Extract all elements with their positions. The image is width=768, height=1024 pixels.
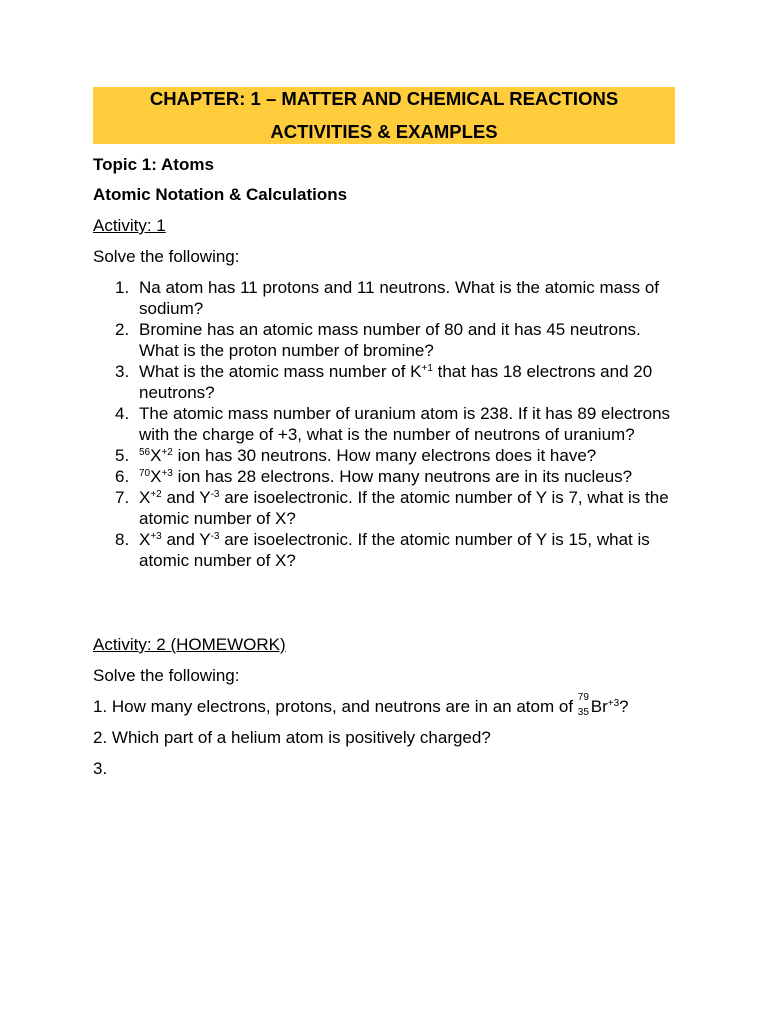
question-text-end: that has 18 electrons and 20 neutrons? — [139, 362, 653, 402]
list-item — [93, 277, 675, 319]
ion-charge: +3 — [607, 698, 620, 709]
activity-2-question-1 — [93, 692, 629, 718]
question-text-end: ion has 28 electrons. How many neutrons are in its nucleus? — [172, 467, 633, 486]
question-text: The atomic mass number of uranium atom is 238. If it has 89 electrons with the charge of +3, what is the number of neutrons of uranium? — [139, 404, 671, 444]
document-page — [93, 87, 675, 778]
element-symbol: Br — [590, 697, 608, 716]
chapter-title: CHAPTER: 1 – MATTER AND CHEMICAL REACTIONS — [149, 88, 619, 109]
activity-2-question-2: 2. Which part of a helium atom is positively charged? — [93, 728, 491, 747]
mass-number: 56 — [139, 447, 151, 458]
mass-number: 70 — [139, 468, 151, 479]
activity-1-instruction: Solve the following: — [93, 247, 240, 266]
ion-charge: +3 — [150, 531, 162, 542]
topic-heading: Topic 1: Atoms — [93, 155, 214, 174]
activity-2-title: Activity: 2 (HOMEWORK) — [93, 635, 286, 654]
question-text-start: 1. How many electrons, protons, and neutrons are in an atom of — [93, 697, 578, 716]
element-symbol: X — [139, 530, 151, 549]
question-text-middle: and Y — [161, 530, 211, 549]
question-number: 6. — [115, 467, 130, 486]
list-item — [93, 466, 675, 487]
activity-2-instruction: Solve the following: — [93, 666, 240, 685]
list-item — [93, 529, 675, 571]
ion-charge: -3 — [210, 531, 220, 542]
ion-charge: +2 — [150, 489, 162, 500]
activity-1-title: Activity: 1 — [93, 216, 166, 235]
subtopic-heading: Atomic Notation & Calculations — [93, 185, 348, 204]
activity-2-question-3: 3. — [93, 759, 108, 778]
question-text: Na atom has 11 protons and 11 neutrons. What is the atomic mass of sodium? — [139, 278, 660, 318]
question-text-middle: and Y — [161, 488, 211, 507]
question-text-end: ion has 30 neutrons. How many electrons does it have? — [172, 446, 597, 465]
question-number: 5. — [115, 446, 130, 465]
chapter-header — [93, 87, 675, 144]
nuclide-numbers — [577, 692, 591, 718]
element-symbol: X — [150, 467, 162, 486]
list-item — [93, 319, 675, 361]
question-text-end: are isoelectronic. If the atomic number of Y is 15, what is atomic number of X? — [139, 530, 650, 570]
question-number: 1. — [115, 278, 130, 297]
question-number: 2. — [115, 320, 130, 339]
list-item — [93, 445, 675, 466]
activity-1-question-list — [93, 277, 675, 571]
ion-charge: +2 — [161, 447, 173, 458]
ion-charge: -3 — [210, 489, 220, 500]
ion-charge: +1 — [421, 363, 433, 374]
ion-charge: +3 — [161, 468, 173, 479]
question-text: Bromine has an atomic mass number of 80 and it has 45 neutrons. What is the proton number of bromine? — [139, 320, 641, 360]
question-text-start: What is the atomic mass number of K — [139, 362, 422, 381]
element-symbol: X — [139, 488, 151, 507]
mass-number: 79 — [577, 692, 589, 703]
question-number: 7. — [115, 488, 130, 507]
question-text-end: ? — [619, 697, 629, 716]
list-item — [93, 403, 675, 445]
question-number: 4. — [115, 404, 130, 423]
chapter-subtitle: ACTIVITIES & EXAMPLES — [270, 121, 498, 142]
atomic-number: 35 — [577, 707, 589, 718]
question-number: 3. — [115, 362, 130, 381]
question-text-end: are isoelectronic. If the atomic number of Y is 7, what is the atomic number of X? — [139, 488, 669, 528]
list-item — [93, 487, 675, 529]
question-number: 8. — [115, 530, 130, 549]
list-item — [93, 361, 675, 403]
element-symbol: X — [150, 446, 162, 465]
